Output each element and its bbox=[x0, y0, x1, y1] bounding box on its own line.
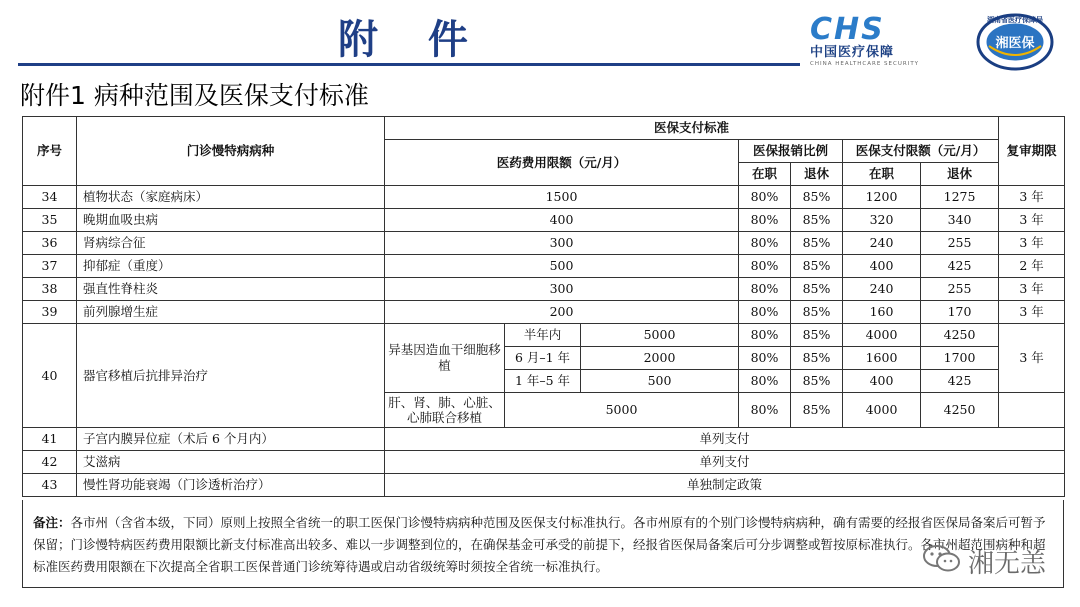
row40-period: 1 年–5 年 bbox=[505, 370, 581, 393]
row-no: 35 bbox=[23, 209, 77, 232]
row-no: 34 bbox=[23, 186, 77, 209]
header-no: 序号 bbox=[23, 117, 77, 186]
row-cost: 200 bbox=[385, 301, 739, 324]
table-row bbox=[23, 451, 1065, 474]
row-limit-retired: 340 bbox=[921, 209, 999, 232]
header-limit-retired: 退休 bbox=[921, 163, 999, 186]
payment-standard-table bbox=[22, 116, 1065, 497]
header-payment-standard: 医保支付标准 bbox=[385, 117, 999, 140]
row40-period: 6 月–1 年 bbox=[505, 347, 581, 370]
row40-group: 异基因造血干细胞移植 bbox=[385, 324, 505, 393]
row40-ratio-employed: 80% bbox=[739, 370, 791, 393]
header-disease: 门诊慢特病病种 bbox=[77, 117, 385, 186]
table-row bbox=[23, 428, 1065, 451]
row40-disease: 器官移植后抗排异治疗 bbox=[77, 324, 385, 428]
row40-ratio-retired: 85% bbox=[791, 324, 843, 347]
row-limit-employed: 1200 bbox=[843, 186, 921, 209]
remarks-box bbox=[22, 500, 1064, 588]
row-no: 42 bbox=[23, 451, 77, 474]
row-disease: 肾病综合征 bbox=[77, 232, 385, 255]
hunan-medical-security-seal-icon bbox=[975, 12, 1055, 72]
row-ratio-retired: 85% bbox=[791, 255, 843, 278]
chs-logo-cn: 中国医疗保障 bbox=[810, 45, 895, 60]
chs-logo bbox=[810, 12, 940, 67]
row40-ratio-employed: 80% bbox=[739, 347, 791, 370]
chs-logo-en: CHINA HEALTHCARE SECURITY bbox=[810, 61, 920, 67]
row-disease: 晚期血吸虫病 bbox=[77, 209, 385, 232]
table-row bbox=[23, 232, 1065, 255]
row40-limit-retired: 425 bbox=[921, 370, 999, 393]
remarks-label: 备注： bbox=[33, 515, 71, 530]
slide-header bbox=[0, 0, 1080, 72]
row-ratio-retired: 85% bbox=[791, 232, 843, 255]
row-no: 41 bbox=[23, 428, 77, 451]
header-payment-limit: 医保支付限额（元/月） bbox=[843, 140, 999, 163]
row40-organ-review bbox=[999, 393, 1065, 428]
row-disease: 抑郁症（重度） bbox=[77, 255, 385, 278]
row-limit-employed: 400 bbox=[843, 255, 921, 278]
tail-rows bbox=[23, 428, 1065, 497]
row-no: 36 bbox=[23, 232, 77, 255]
row-limit-employed: 240 bbox=[843, 278, 921, 301]
remarks-text: 各市州（含省本级，下同）原则上按照全省统一的职工医保门诊慢特病病种范围及医保支付标准执行。各市州原有的个别门诊慢特病病种，确有需要的经报省医保局备案后可暂予保留；门诊慢特病医药费用限额比新支付标准高出较多、难以一步调整到位的，在确保基金可承受的前提下，经报省医保局备案后可分步调整或暂按原标准执行。各市州超范围病种和超标准医药费用限额在下次提高全省职工医保普通门诊统筹待遇或启动省级统筹时须按全省统一标准执行。 bbox=[33, 515, 1046, 574]
row40-period: 半年内 bbox=[505, 324, 581, 347]
row-ratio-retired: 85% bbox=[791, 278, 843, 301]
row-review: 2 年 bbox=[999, 255, 1065, 278]
attachment-subtitle: 附件1 病种范围及医保支付标准 bbox=[20, 81, 369, 110]
row40-organ-ratio-employed: 80% bbox=[739, 393, 791, 428]
header-ratio-employed: 在职 bbox=[739, 163, 791, 186]
row-review: 3 年 bbox=[999, 301, 1065, 324]
row-limit-retired: 1275 bbox=[921, 186, 999, 209]
row-limit-retired: 170 bbox=[921, 301, 999, 324]
row40-no: 40 bbox=[23, 324, 77, 428]
table-row bbox=[23, 209, 1065, 232]
slide-title: 附 件 bbox=[338, 17, 486, 63]
row-no: 38 bbox=[23, 278, 77, 301]
header-divider bbox=[18, 63, 800, 66]
row-ratio-employed: 80% bbox=[739, 301, 791, 324]
row40-ratio-retired: 85% bbox=[791, 370, 843, 393]
row40-limit-retired: 4250 bbox=[921, 324, 999, 347]
row-review: 3 年 bbox=[999, 232, 1065, 255]
row-disease: 慢性肾功能衰竭（门诊透析治疗） bbox=[77, 474, 385, 497]
row-ratio-retired: 85% bbox=[791, 301, 843, 324]
wechat-watermark bbox=[920, 543, 1070, 577]
header-reimburse-ratio: 医保报销比例 bbox=[739, 140, 843, 163]
table-row bbox=[23, 186, 1065, 209]
row40-ratio-employed: 80% bbox=[739, 324, 791, 347]
row40-organ-name: 肝、肾、肺、心脏、心肺联合移植 bbox=[385, 393, 505, 428]
table-row bbox=[23, 474, 1065, 497]
row-no: 39 bbox=[23, 301, 77, 324]
header-limit-employed: 在职 bbox=[843, 163, 921, 186]
row-cost: 400 bbox=[385, 209, 739, 232]
row-cost: 1500 bbox=[385, 186, 739, 209]
seal-center-text: 湘医保 bbox=[995, 36, 1035, 51]
row40-limit-retired: 1700 bbox=[921, 347, 999, 370]
simple-rows bbox=[23, 186, 1065, 324]
row-ratio-retired: 85% bbox=[791, 186, 843, 209]
row-disease: 前列腺增生症 bbox=[77, 301, 385, 324]
row-limit-employed: 240 bbox=[843, 232, 921, 255]
row-cost: 500 bbox=[385, 255, 739, 278]
row-limit-retired: 255 bbox=[921, 232, 999, 255]
row-cost: 300 bbox=[385, 232, 739, 255]
row-disease: 植物状态（家庭病床） bbox=[77, 186, 385, 209]
row-policy: 单独制定政策 bbox=[385, 474, 1065, 497]
watermark-text: 湘无恙 bbox=[968, 549, 1047, 579]
row40-organ-cost: 5000 bbox=[505, 393, 739, 428]
row-ratio-retired: 85% bbox=[791, 209, 843, 232]
chs-logo-mark: CHS bbox=[810, 12, 885, 47]
seal-ring-text: 湖南省医疗保障局 bbox=[987, 16, 1043, 24]
row-review: 3 年 bbox=[999, 278, 1065, 301]
row-ratio-employed: 80% bbox=[739, 209, 791, 232]
row40-cost: 2000 bbox=[581, 347, 739, 370]
row-disease: 艾滋病 bbox=[77, 451, 385, 474]
row-ratio-employed: 80% bbox=[739, 186, 791, 209]
row40-organ-ratio-retired: 85% bbox=[791, 393, 843, 428]
row-review: 3 年 bbox=[999, 186, 1065, 209]
row-disease: 强直性脊柱炎 bbox=[77, 278, 385, 301]
row40-cost: 5000 bbox=[581, 324, 739, 347]
row-limit-employed: 320 bbox=[843, 209, 921, 232]
row-ratio-employed: 80% bbox=[739, 278, 791, 301]
row-ratio-employed: 80% bbox=[739, 255, 791, 278]
row40-organ-limit-retired: 4250 bbox=[921, 393, 999, 428]
table-row bbox=[23, 301, 1065, 324]
row40-cost: 500 bbox=[581, 370, 739, 393]
wechat-bubble-icon bbox=[922, 543, 962, 575]
row40-organ-limit-employed: 4000 bbox=[843, 393, 921, 428]
table-row bbox=[23, 255, 1065, 278]
row-review: 3 年 bbox=[999, 209, 1065, 232]
row40-ratio-retired: 85% bbox=[791, 347, 843, 370]
header-cost-limit: 医药费用限额（元/月） bbox=[385, 140, 739, 186]
table-row bbox=[23, 278, 1065, 301]
row-limit-retired: 255 bbox=[921, 278, 999, 301]
row-no: 43 bbox=[23, 474, 77, 497]
row-policy: 单列支付 bbox=[385, 428, 1065, 451]
row-policy: 单列支付 bbox=[385, 451, 1065, 474]
row40-limit-employed: 4000 bbox=[843, 324, 921, 347]
header-review-period: 复审期限 bbox=[999, 117, 1065, 186]
row40-limit-employed: 400 bbox=[843, 370, 921, 393]
header-ratio-retired: 退休 bbox=[791, 163, 843, 186]
row-disease: 子宫内膜异位症（术后 6 个月内） bbox=[77, 428, 385, 451]
row-limit-retired: 425 bbox=[921, 255, 999, 278]
row-no: 37 bbox=[23, 255, 77, 278]
row-cost: 300 bbox=[385, 278, 739, 301]
row-ratio-employed: 80% bbox=[739, 232, 791, 255]
row40-limit-employed: 1600 bbox=[843, 347, 921, 370]
row40-review: 3 年 bbox=[999, 324, 1065, 393]
row-limit-employed: 160 bbox=[843, 301, 921, 324]
